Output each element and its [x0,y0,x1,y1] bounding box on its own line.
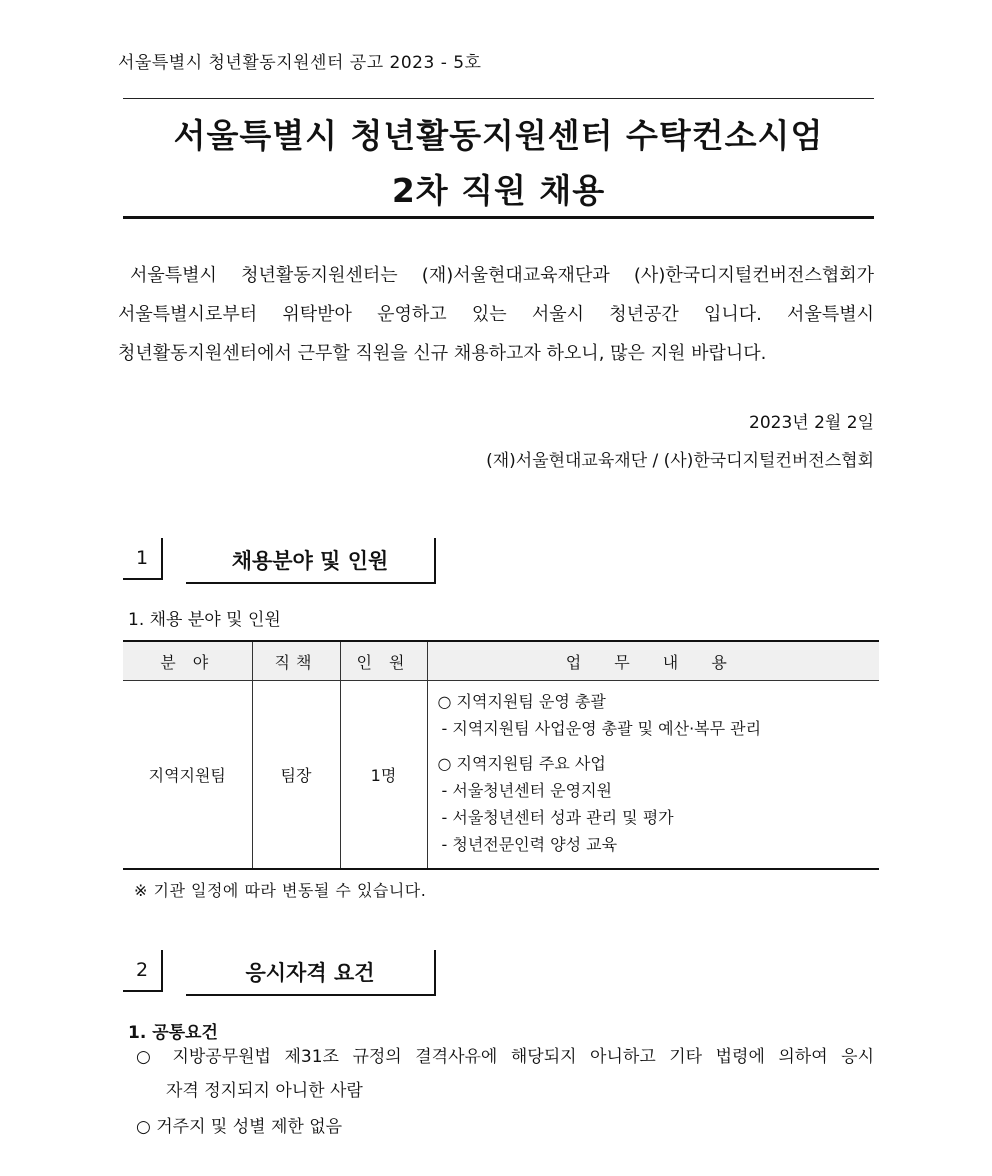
intro-line: 서울특별시로부터 위탁받아 운영하고 있는 서울시 청년공간 입니다. 서울특별시 [118,304,874,325]
intro-line: 청년활동지원센터에서 근무할 직원을 신규 채용하고자 하오니, 많은 지원 바랍니다. [118,343,767,364]
duty-item: - 서울청년센터 성과 관리 및 평가 [441,808,674,827]
duty-item: - 서울청년센터 운영지원 [441,781,613,800]
field-cell: 지역지원팀 [123,681,252,870]
recruitment-table [123,640,879,870]
section-subheading: 1. 공통요건 [128,1023,218,1043]
section-number: 2 [123,950,163,992]
requirement-item [136,1110,874,1144]
column-header: 분 야 [123,641,252,681]
intro-paragraph [118,256,874,373]
column-header: 직책 [252,641,340,681]
section-subheading: 1. 채용 분야 및 인원 [128,610,281,630]
page-title-line1: 서울특별시 청년활동지원센터 수탁컨소시엄 [173,116,824,155]
duty-group-title: ○ 지역지원팀 운영 총괄 [437,692,606,711]
table-note: ※ 기관 일정에 따라 변동될 수 있습니다. [134,881,427,900]
table-row [123,681,879,870]
title-rule-top [123,98,874,99]
column-header: 업 무 내 용 [427,641,879,681]
duty-item: - 지역지원팀 사업운영 총괄 및 예산·복무 관리 [441,719,762,738]
section-title: 채용분야 및 인원 [186,538,436,584]
section-title: 응시자격 요건 [186,950,436,996]
requirement-item [136,1040,874,1108]
column-header: 인 원 [340,641,427,681]
section-number: 1 [123,538,163,580]
position-cell: 팀장 [252,681,340,870]
notice-number: 서울특별시 청년활동지원센터 공고 2023 - 5호 [118,53,482,73]
duty-group-title: ○ 지역지원팀 주요 사업 [437,754,606,773]
duty-item: - 청년전문인력 양성 교육 [441,835,618,854]
table-header-row [123,641,879,681]
duties-cell [427,681,879,870]
intro-line: 서울특별시 청년활동지원센터는 (재)서울현대교육재단과 (사)한국디지털컨버전스협회가 [130,265,874,286]
issuing-organizations: (재)서울현대교육재단 / (사)한국디지털컨버전스협회 [486,451,874,471]
page-title-line2: 2차 직원 채용 [391,171,606,210]
headcount-cell: 1명 [340,681,427,870]
requirement-line: ○ 거주지 및 성별 제한 없음 [136,1117,343,1137]
title-rule-bottom [123,216,874,219]
notice-date: 2023년 2월 2일 [749,413,874,433]
requirement-line: 자격 정지되지 아니한 사람 [166,1081,363,1101]
requirement-line: ○ 지방공무원법 제31조 규정의 결격사유에 해당되지 아니하고 기타 법령에 의하여 응시 [136,1047,874,1067]
